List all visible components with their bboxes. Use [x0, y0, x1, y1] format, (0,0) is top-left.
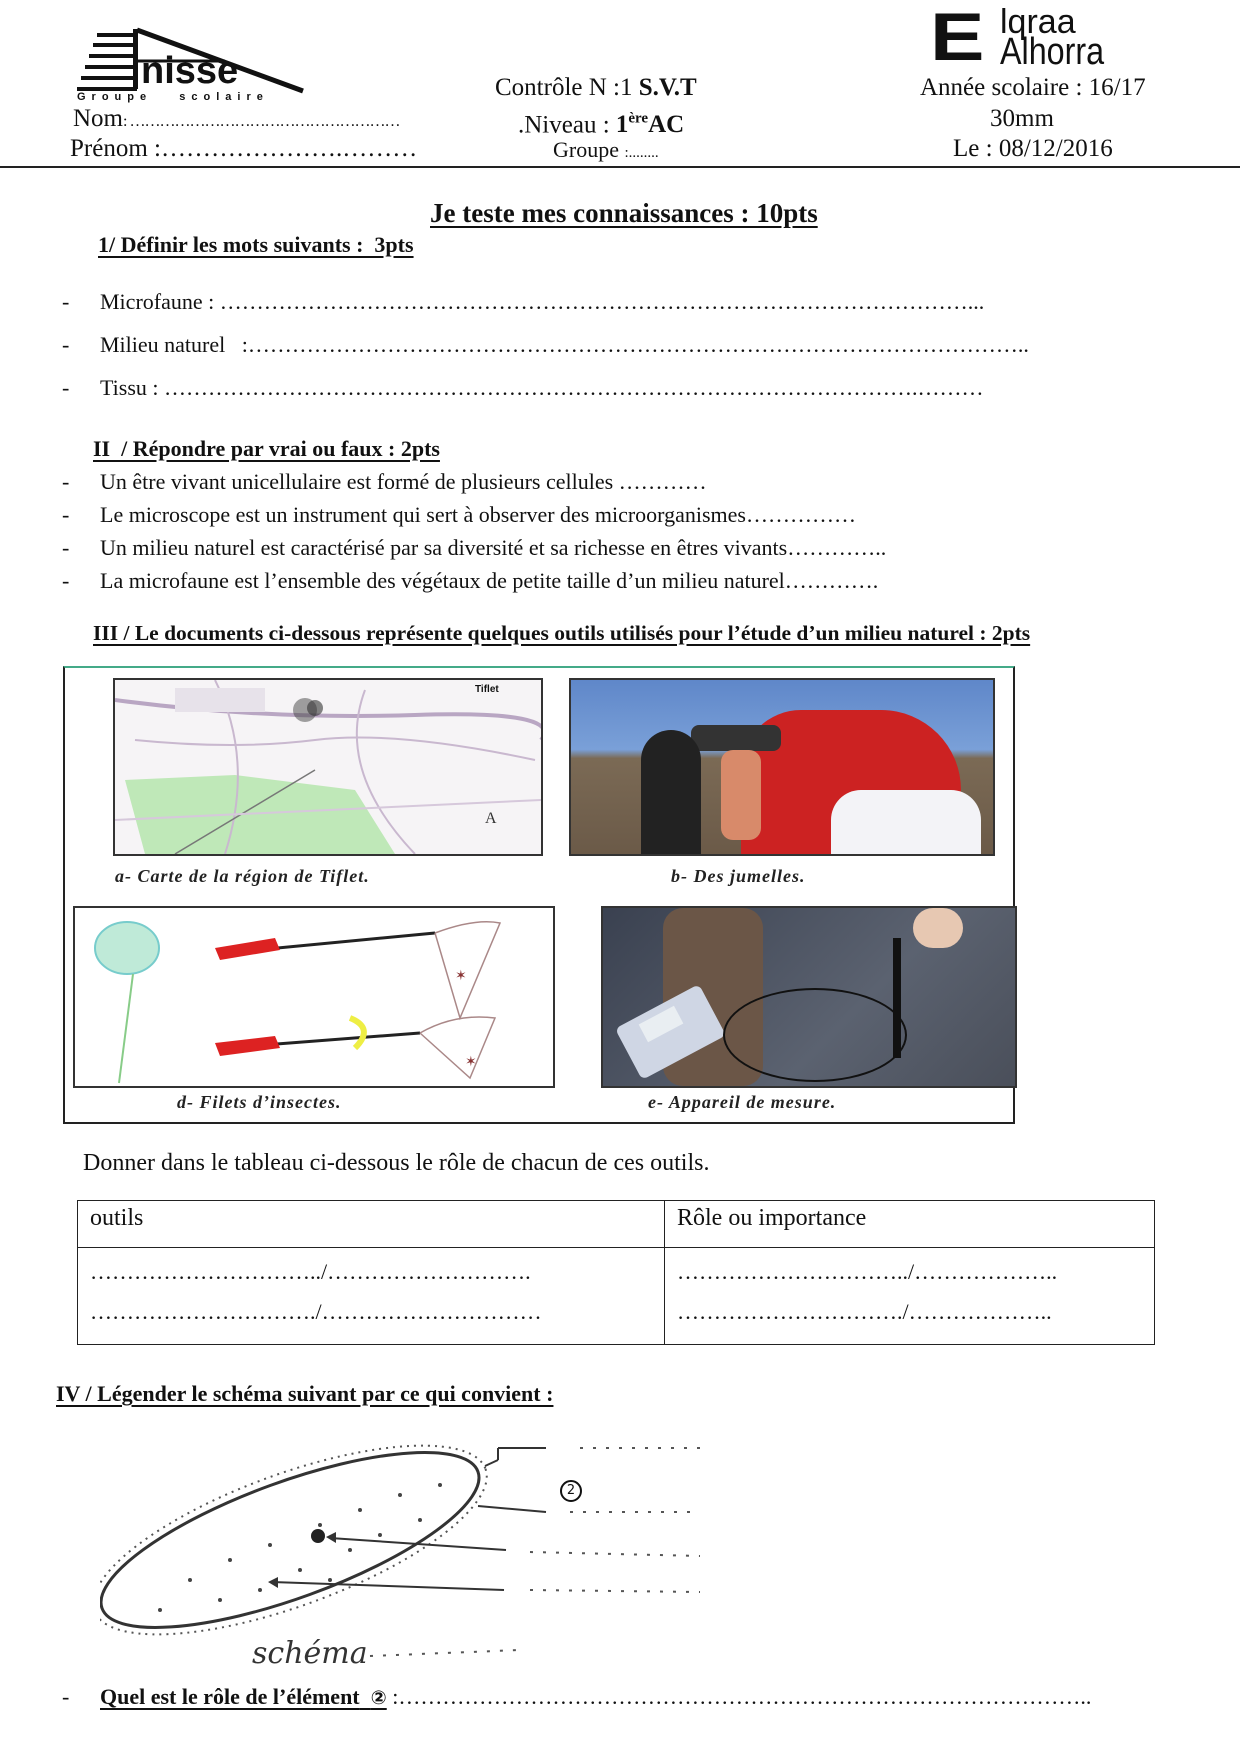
statement-text: La microfaune est l’ensemble des végétaux de petite taille d’un milieu naturel…………. [100, 568, 879, 593]
exam-date: Le : 08/12/2016 [953, 135, 1113, 162]
header-divider [0, 166, 1240, 168]
figure-caption: b- Des jumelles. [671, 866, 806, 886]
school-logo-subtitle: Groupe scolaire [77, 91, 269, 103]
tools-table [77, 1200, 1155, 1345]
bullet-dash: - [62, 502, 70, 527]
element-marker: 2 [560, 1480, 582, 1502]
table-row[interactable] [78, 1248, 1155, 1345]
answer-dots: …………………………./……………….. [677, 1299, 1052, 1324]
answer-dots: :………………………………………………………………………………….. [392, 1684, 1092, 1709]
section2-title: II / Répondre par vrai ou faux : 2pts [93, 436, 440, 461]
brand-logo [930, 0, 1130, 75]
diagram-caption: schéma [252, 1636, 368, 1671]
map-label: Tiflet [475, 684, 499, 695]
name-dots: : ……………………………………………… [123, 113, 400, 130]
figure-caption: e- Appareil de mesure. [648, 1092, 837, 1112]
paramecium-diagram-icon [100, 1440, 710, 1670]
role-cell[interactable] [665, 1248, 1155, 1345]
page-title: Je teste mes connaissances : 10pts [430, 198, 818, 228]
term-label: Tissu : [100, 375, 159, 400]
bullet-dash: - [62, 469, 70, 494]
level-label [518, 104, 684, 140]
bullet-dash: - [62, 568, 70, 593]
subject-label: S.V.T [638, 74, 697, 101]
group-field[interactable] [553, 137, 659, 163]
map-icon [115, 680, 541, 854]
term-label: Milieu naturel : [100, 332, 248, 357]
firstname-field[interactable] [70, 134, 417, 164]
school-logo-name: nisse [141, 50, 239, 92]
answer-dots: …………………………../……………….. [677, 1259, 1058, 1284]
figure-caption: d- Filets d’insectes. [177, 1092, 342, 1112]
answer-dots: …………………………………………………………………………………………... [219, 289, 985, 314]
figure-caption: a- Carte de la région de Tiflet. [115, 866, 370, 886]
statement-text: Le microscope est un instrument qui sert à observer des microorganismes…………… [100, 502, 856, 527]
level-value: 1èreAC [615, 111, 685, 139]
cell-diagram [100, 1440, 710, 1670]
answer-dots: …………………………../………………………. [90, 1259, 531, 1284]
group-label: Groupe [553, 137, 619, 162]
tool-cell[interactable] [78, 1248, 665, 1345]
svg-text:✶: ✶ [455, 969, 467, 984]
bullet-dash: - [62, 289, 70, 314]
school-year: Année scolaire : 16/17 [920, 74, 1146, 101]
table-header-row [78, 1201, 1155, 1248]
firstname-label: Prénom : [70, 135, 161, 162]
binoculars-image [569, 678, 995, 856]
answer-dots: ………………………………………………………………………………………….……… [164, 375, 984, 400]
brand-logo-line2: Alhorra [1000, 31, 1105, 73]
answer-dots: …………………………………………………………………………………………….. [247, 332, 1029, 357]
bullet-dash: - [62, 535, 70, 560]
section4-title: IV / Légender le schéma suivant par ce qui convient : [56, 1381, 554, 1406]
answer-dots: …………………………./………………………… [90, 1299, 542, 1324]
question-label: Quel est le rôle de l’élément ② [100, 1684, 387, 1709]
control-prefix: Contrôle N :1 [495, 74, 633, 101]
insect-net-icon [75, 908, 553, 1086]
duration: 30mm [990, 105, 1054, 132]
level-prefix: .Niveau : [518, 111, 610, 139]
brand-logo-letter: E [930, 0, 985, 75]
table-instruction: Donner dans le tableau ci-dessous le rôle de chacun de ces outils. [83, 1150, 710, 1176]
column-header: Rôle ou importance [665, 1201, 1155, 1248]
statement-text: Un être vivant unicellulaire est formé de plusieurs cellules ………… [100, 469, 707, 494]
measuring-device-image [601, 906, 1017, 1088]
section3-title: III / Le documents ci-dessous représente quelques outils utilisés pour l’étude d’un milieu naturel : 2pts [93, 621, 1031, 645]
svg-text:A: A [485, 810, 497, 827]
control-label [495, 73, 697, 103]
svg-text:✶: ✶ [465, 1055, 477, 1070]
group-dots: :........ [624, 145, 659, 161]
insect-nets-image [73, 906, 555, 1088]
tools-figure [63, 666, 1015, 1124]
bullet-dash: - [62, 1684, 70, 1709]
firstname-dots: ………………….……… [160, 135, 418, 162]
brand-logo-line1: lqraa [1000, 3, 1076, 41]
name-label: Nom [73, 105, 123, 132]
statement-text: Un milieu naturel est caractérisé par sa diversité et sa richesse en êtres vivants………….. [100, 535, 887, 560]
school-logo [75, 25, 315, 105]
column-header: outils [78, 1201, 665, 1248]
map-image [113, 678, 543, 856]
section1-title: 1/ Définir les mots suivants : 3pts [98, 232, 414, 257]
bullet-dash: - [62, 332, 70, 357]
bullet-dash: - [62, 375, 70, 400]
name-field[interactable] [73, 104, 399, 137]
term-label: Microfaune : [100, 289, 215, 314]
